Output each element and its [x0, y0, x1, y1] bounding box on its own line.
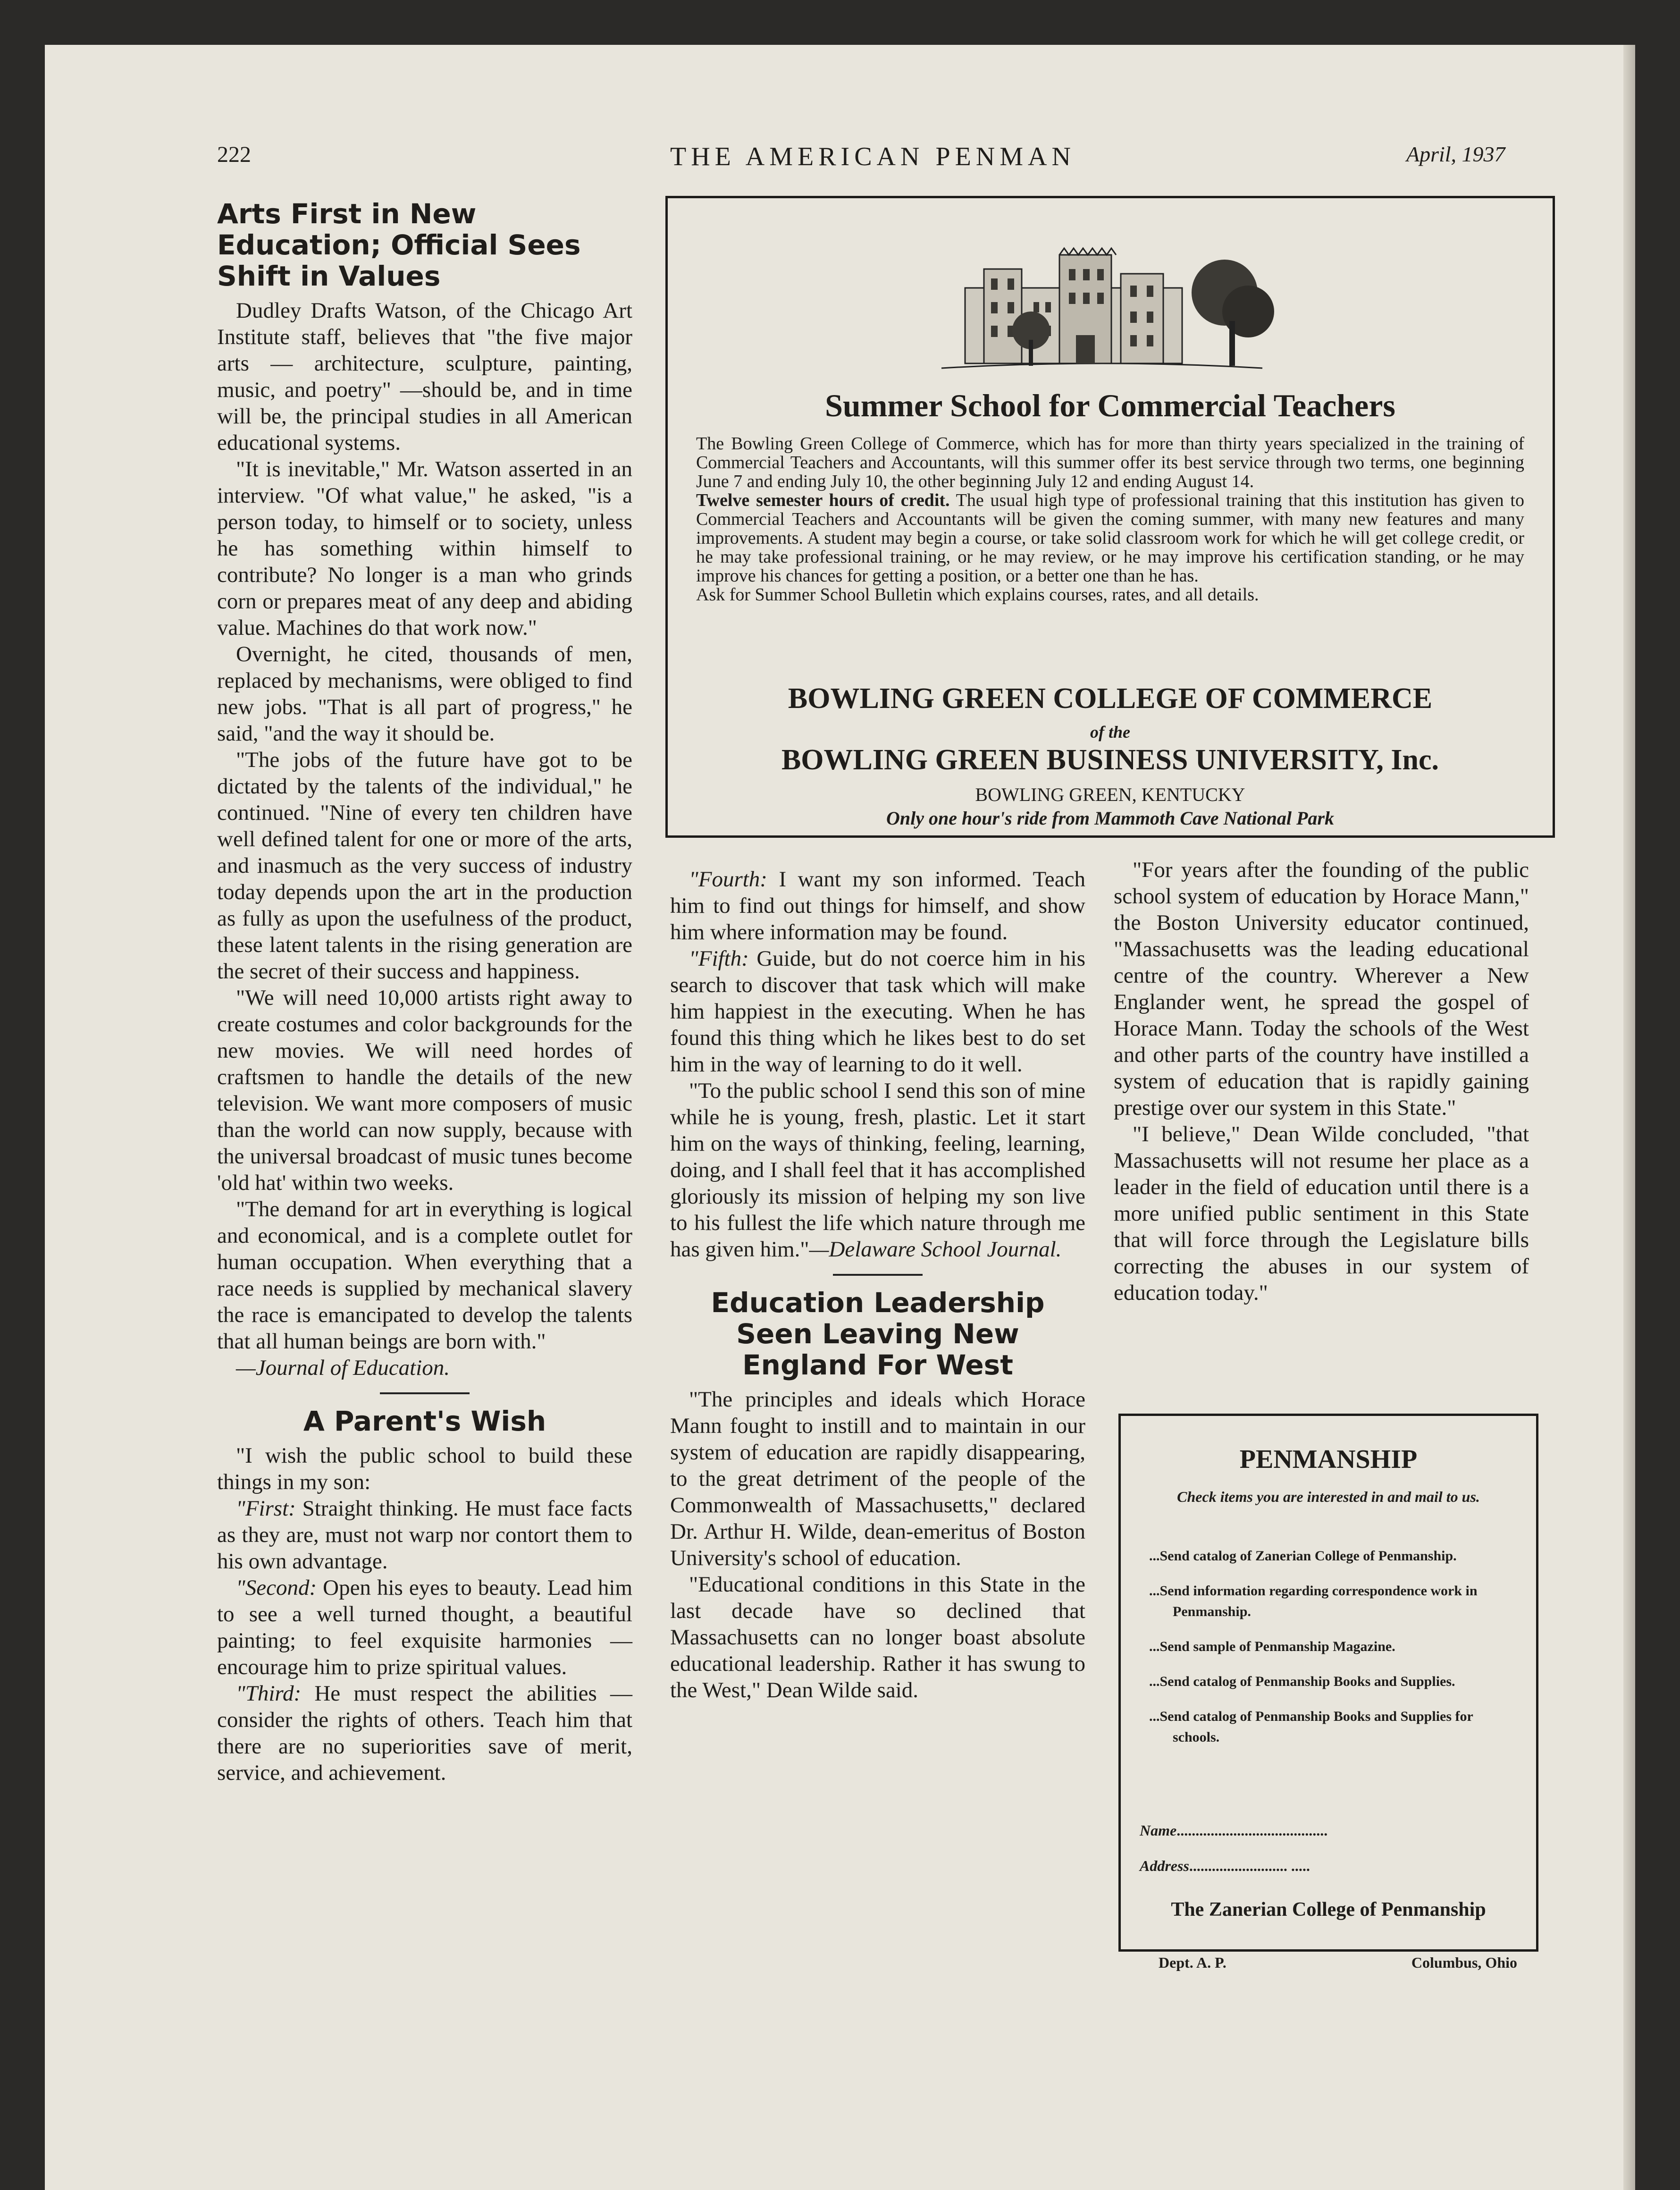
issue-date: April, 1937 — [1406, 142, 1505, 166]
wish-item — [670, 866, 1085, 945]
coupon-option[interactable]: ...Send catalog of Penmanship Books and Supplies. — [1149, 1674, 1455, 1689]
address-blank[interactable]: .......................... ..... — [1189, 1857, 1310, 1874]
closing-text: "To the public school I send this son of mine while he is young, fresh, plastic. Let it start him on the ways of thinking, feeling, learning, doing, and I shall feel that it has accomplished gloriously its mission of helping my son live to his fullest the life which nature through me has given him." — [670, 1078, 1085, 1262]
ad-university-name: BOWLING GREEN BUSINESS UNIVERSITY, Inc. — [781, 744, 1439, 776]
coupon-option[interactable]: ...Send catalog of Zanerian College of Penmanship. — [1149, 1548, 1457, 1564]
article-paragraph: "For years after the founding of the public school system of education by Horace Mann," the Boston University educator continued, "Massachusetts was the leading educational centre of the country. Wherever a New Englander went, he spread the gospel of Horace Mann. Today the schools of the West and other parts of the country have instilled a system of education that is rapidly gaining prestige over our system in this State." — [1114, 858, 1529, 1120]
coupon-title: PENMANSHIP — [1239, 1445, 1418, 1474]
wish-label: "Second: — [236, 1575, 317, 1600]
page-number: 222 — [217, 142, 251, 167]
article-source: —Delaware School Journal. — [809, 1237, 1062, 1262]
wish-text: Straight thinking. He must face facts as they are, must not warp nor contort them to his own advantage. — [217, 1496, 632, 1574]
address-label: Address — [1140, 1857, 1189, 1874]
coupon-city: Columbus, Ohio — [1411, 1954, 1517, 1971]
wish-label: "Fourth: — [689, 867, 767, 892]
ad-city: BOWLING GREEN, KENTUCKY — [975, 784, 1245, 805]
name-field[interactable] — [1140, 1822, 1517, 1839]
article-paragraph: "The demand for art in everything is logical and economical, and is a complete outlet for human occupation. When everything that a race needs is supplied by mechanical slavery the race is emancipated to develop the talents that all human beings are born with." — [217, 1197, 632, 1354]
coupon-option[interactable]: ...Send catalog of Penmanship Books and Supplies for schools. — [1149, 1709, 1473, 1745]
article-headline: Arts First in New Education; Official Sees Shift in Values — [217, 198, 581, 292]
wish-label: "Fifth: — [689, 946, 749, 971]
wish-text: I want my son informed. Teach him to find out things for himself, and show him where information may be found. — [670, 867, 1085, 944]
wish-text: He must respect the abilities — consider the rights of others. Teach him that there are no superiorities save of merit, service, and achievement. — [217, 1681, 632, 1785]
article-paragraph: "Educational conditions in this State in the last decade have so declined that Massachusetts can no longer boast absolute educational leadership. Rather it has swung to the West," Dean Wilde said. — [670, 1572, 1085, 1702]
article-paragraph: "The principles and ideals which Horace Mann fought to instill and to maintain in our system of education are rapidly disappearing, to the great detriment of the people of the Commonwealth of Massachusetts," declared Dr. Arthur H. Wilde, dean-emeritus of Boston University's school of education. — [670, 1387, 1085, 1570]
wish-text: Guide, but do not coerce him in his search to discover that task which will make him happiest in the executing. When he has found this thing which he likes best to do set him in the way of learning to do it well. — [670, 946, 1085, 1077]
section-divider — [833, 1274, 923, 1276]
column-middle — [670, 866, 1085, 1703]
article-paragraph — [670, 1078, 1085, 1263]
wish-item — [217, 1575, 632, 1680]
article-paragraph: "The jobs of the future have got to be dictated by the talents of the individual," he continued. "Nine of every ten children have well defined talent for one or more of the arts, and inasmuch as the very success of industry today depends upon the art in the production as fully as upon the usefulness of the product, these latent talents in the rising generation are the secret of their success and happiness. — [217, 748, 632, 984]
ad-paragraph: The Bowling Green College of Commerce, which has for more than thirty years specialized in the training of Commercial Teachers and Accountants, will this summer offer its best service through two terms, one beginning June 7 and ending July 10, the other beginning July 12 and ending August 14. — [696, 434, 1524, 491]
ad-paragraph — [696, 491, 1524, 585]
column-right — [1114, 857, 1529, 1306]
page-edge — [1623, 45, 1635, 2190]
penmanship-coupon — [1118, 1414, 1538, 1971]
ad-body — [696, 434, 1524, 604]
ad-paragraph-text: The usual high type of professional training that this institution has given to Commercial Teachers and Accountants will be given the coming summer, with many new features and many improvements. A student may begin a course, or take solid classroom work for which he will get college credit, or he may take professional training, or he may review, or he may improve his certification standing, or he may improve his chances for getting a position, or a better one than he has. — [696, 490, 1524, 586]
wish-label: "First: — [236, 1496, 296, 1521]
ad-credit: Twelve semester hours of credit. — [696, 490, 950, 510]
article-source: —Journal of Education. — [236, 1356, 450, 1380]
article-headline: Education Leadership Seen Leaving New England For West — [711, 1287, 1045, 1381]
college-building-illustration — [923, 231, 1281, 378]
article-paragraph: Overnight, he cited, thousands of men, replaced by mechanisms, were obliged to find new jobs. "That is all part of progress," he said, "and the way it should be. — [217, 642, 632, 746]
coupon-dept: Dept. A. P. — [1159, 1954, 1226, 1971]
coupon-instructions: Check items you are interested in and mail to us. — [1177, 1488, 1480, 1505]
wish-label: "Third: — [236, 1681, 302, 1706]
coupon-items — [1149, 1546, 1512, 1762]
wish-item — [217, 1680, 632, 1786]
address-field[interactable] — [1140, 1857, 1517, 1875]
ad-note: Only one hour's ride from Mammoth Cave National Park — [886, 808, 1334, 829]
article-headline: A Parent's Wish — [303, 1405, 546, 1437]
ad-title: Summer School for Commercial Teachers — [825, 387, 1395, 423]
coupon-school: The Zanerian College of Penmanship — [1171, 1899, 1486, 1920]
ad-paragraph: Ask for Summer School Bulletin which explains courses, rates, and all details. — [696, 585, 1259, 605]
ad-college-name: BOWLING GREEN COLLEGE OF COMMERCE — [788, 682, 1433, 715]
wish-item — [217, 1495, 632, 1575]
coupon-option[interactable]: ...Send sample of Penmanship Magazine. — [1149, 1639, 1395, 1654]
masthead: THE AMERICAN PENMAN — [670, 142, 1075, 171]
coupon-option[interactable]: ...Send information regarding correspondence work in Penmanship. — [1149, 1583, 1478, 1619]
section-divider — [380, 1392, 470, 1394]
ad-of-the: of the — [1090, 723, 1130, 741]
article-paragraph: "It is inevitable," Mr. Watson asserted in an interview. "Of what value," he asked, "is a person today, to himself or to society, unless he has something within himself to contribute? No longer is a man who grinds corn or prepares meat of any deep and abiding value. Machines do that work now." — [217, 457, 632, 640]
name-label: Name — [1140, 1822, 1177, 1839]
article-intro: "I wish the public school to build these things in my son: — [217, 1443, 632, 1494]
summer-school-ad — [665, 196, 1555, 838]
article-paragraph: "We will need 10,000 artists right away to create costumes and color backgrounds for the new movies. We will need hordes of craftsmen to handle the details of the new television. We want more composers of music than the world can now supply, because with the universal broadcast of music tunes become 'old hat' within two weeks. — [217, 986, 632, 1195]
article-paragraph: "I believe," Dean Wilde concluded, "that Massachusetts will not resume her place as a leader in the field of education until there is a more unified public sentiment in this State that will force through the Legislature bills correcting the abuses in our system of education today." — [1114, 1122, 1529, 1305]
article-paragraph: Dudley Drafts Watson, of the Chicago Art Institute staff, believes that "the five major arts — architecture, sculpture, painting, music, and poetry" —should be, and in time will be, the principal studies in all American educational systems. — [217, 298, 632, 455]
column-left — [217, 198, 632, 1786]
wish-item — [670, 945, 1085, 1078]
wish-text: Open his eyes to beauty. Lead him to see a well turned thought, a beautiful painting; to feel exquisite harmonies — encourage him to prize spiritual values. — [217, 1575, 632, 1679]
name-blank[interactable]: ........................................ — [1176, 1822, 1328, 1839]
